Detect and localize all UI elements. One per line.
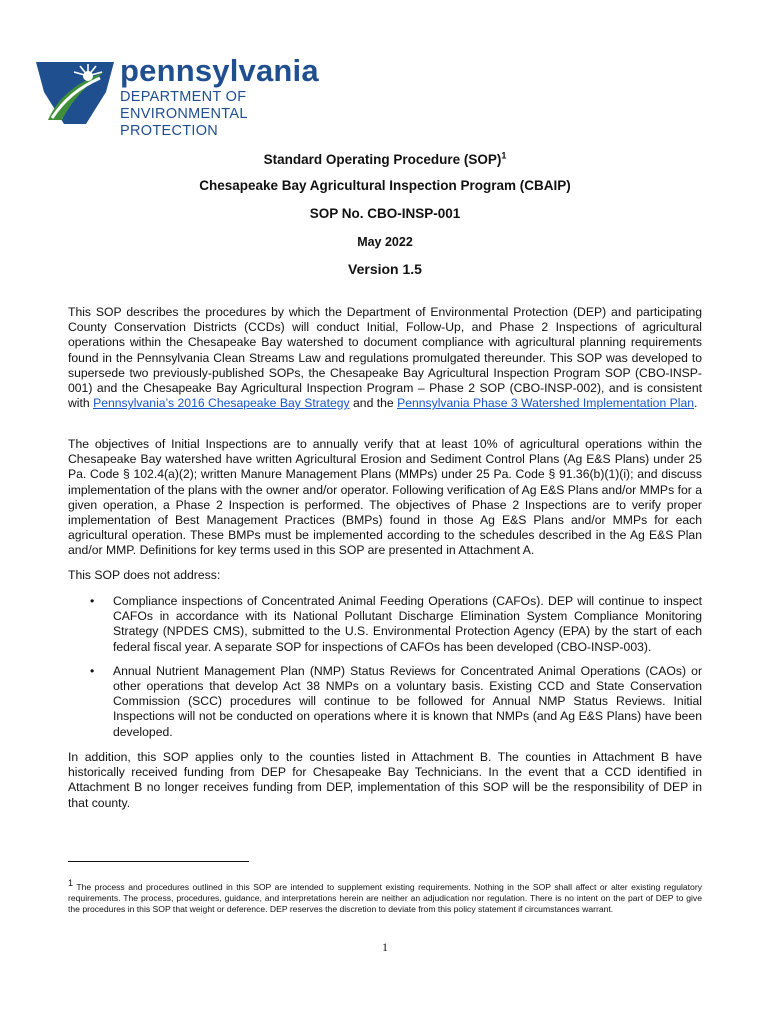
link-phase3-wip[interactable]: Pennsylvania Phase 3 Watershed Implementation Plan	[397, 396, 695, 411]
document-version: Version 1.5	[348, 261, 422, 277]
list-item-text: Annual Nutrient Management Plan (NMP) Status Reviews for Concentrated Animal Operations (CAOs) or other operations that develop Act 38 NMPs on a voluntary basis. Existing CCD and State Conservation Commission (SCC) procedures will continue to be followed for Annual NMP Status Reviews. Initial Inspections will not be conducted on operations where it is known that NMPs (and Ag E&S Plans) have been developed.	[113, 663, 702, 739]
intro-text: This SOP describes the procedures by which the Department of Environmental Protection (DEP) and participating County Conservation Districts (CCDs) will conduct Initial, Follow-Up, and Phase 2 Inspections of agricultural operations within the Chesapeake Bay watershed to document compliance with agricultural planning requirements found in the Pennsylvania Clean Streams Law and regulations promulgated thereunder. This SOP was developed to supersede two previously-published SOPs, the Chesapeake Bay Agricultural Inspection Program SOP (CBO-INSP-001) and the Chesapeake Bay Agricultural Inspection Program – Phase 2 SOP (CBO-INSP-002), and is consistent with	[68, 305, 702, 411]
list-item-text: Compliance inspections of Concentrated Animal Feeding Operations (CAFOs). DEP will continue to inspect CAFOs in accordance with its National Pollutant Discharge Elimination System Compliance Monitoring Strategy (NPDES CMS), submitted to the U.S. Environmental Protection Agency (EPA) by the start of each federal fiscal year. A separate SOP for inspections of CAFOs has been developed (CBO-INSP-003).	[113, 594, 702, 654]
link-pa-2016-strategy[interactable]: Pennsylvania’s 2016 Chesapeake Bay Strategy	[93, 396, 350, 411]
list-item	[68, 594, 702, 655]
paragraph-objectives: The objectives of Initial Inspections are to annually verify that at least 10% of agricultural operations within the Chesapeake Bay watershed have written Agricultural Erosion and Sediment Control Plans (Ag E&S Plans) under 25 Pa. Code § 102.4(a)(2); written Manure Management Plans (MMPs) under 25 Pa. Code § 91.36(b)(1)(i); and discuss implementation of the plans with the owner and/or operator. Following verification of Ag E&S Plans and/or MMPs for a given operation, a Phase 2 Inspection is performed. The objectives of Phase 2 Inspections are to verify proper implementation of Best Management Practices (BMPs) found in those Ag E&S Plans and/or MMPs for each agricultural operation. These BMPs must be implemented according to the schedules described in the Ag E&S Plan and/or MMP. Definitions for key terms used in this SOP are presented in Attachment A.	[68, 437, 702, 558]
sop-number: SOP No. CBO-INSP-001	[309, 206, 461, 221]
footnote-divider	[68, 861, 249, 862]
logo-dept-line1: DEPARTMENT OF ENVIRONMENTAL	[120, 89, 248, 122]
logo-dept-line2: PROTECTION	[120, 123, 219, 139]
document-title	[0, 152, 770, 168]
intro-connector: and the	[349, 396, 398, 411]
intro-end: .	[694, 396, 698, 411]
bullet-icon: •	[90, 594, 95, 608]
document-date: May 2022	[357, 235, 413, 249]
footnote-text: The process and procedures outlined in this SOP are intended to supplement existing requirements. Nothing in the SOP shall affect or alter existing regulatory requirements. The process, procedures, guidance, and interpretations herein are neither an adjudication nor regulation. There is no intent on the part of DEP to give the procedures in this SOP that weight or deference. DEP reserves the discretion to deviate from this policy statement if circumstances warrant.	[68, 882, 702, 914]
keystone-logo-icon	[34, 54, 116, 126]
page-number: 1	[382, 940, 388, 954]
bullet-icon: •	[90, 663, 95, 678]
title-footnote-mark: 1	[501, 150, 507, 161]
pa-dep-logo	[34, 53, 374, 139]
paragraph-exclusions-intro: This SOP does not address:	[68, 568, 221, 582]
paragraph-counties: In addition, this SOP applies only to the counties listed in Attachment B. The counties in Attachment B have historically received funding from DEP for Chesapeake Bay Technicians. In the event that a CCD identified in Attachment B no longer receives funding from DEP, implementation of this SOP will be the responsibility of DEP in that county.	[68, 750, 702, 810]
logo-wordmark: pennsylvania	[120, 53, 319, 88]
footnote	[68, 878, 702, 915]
program-name: Chesapeake Bay Agricultural Inspection Program (CBAIP)	[199, 178, 571, 193]
list-item	[68, 664, 702, 740]
footnote-mark: 1	[68, 878, 74, 889]
logo-department	[120, 89, 374, 140]
paragraph-intro	[68, 305, 702, 411]
title-text: Standard Operating Procedure (SOP)	[263, 152, 502, 167]
exclusions-list	[68, 594, 702, 749]
